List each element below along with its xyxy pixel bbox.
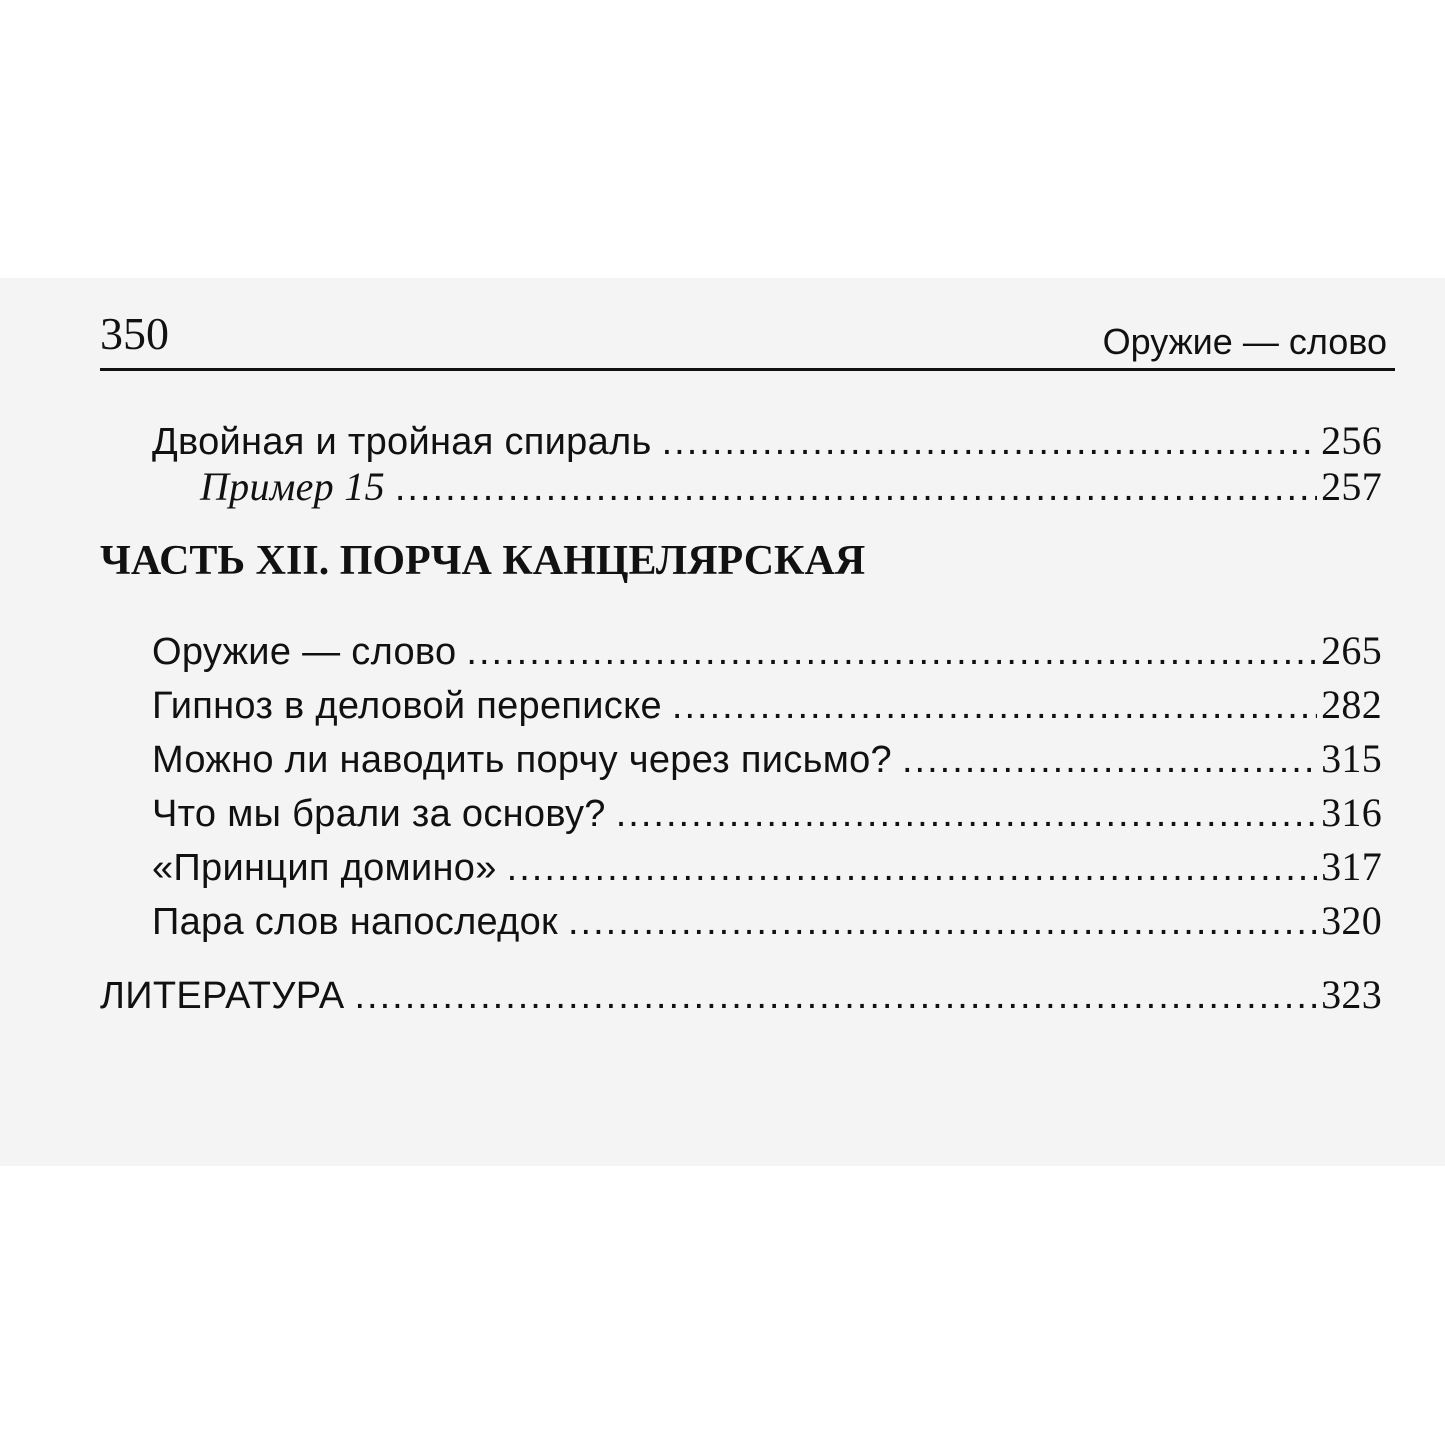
toc-entry-title: Пример 15 bbox=[200, 464, 385, 509]
toc-entry-literature bbox=[100, 970, 1382, 1021]
toc-entry-page: 323 bbox=[1321, 972, 1382, 1017]
toc-entry-title: ЛИТЕРАТУРА bbox=[100, 975, 345, 1017]
dot-leader bbox=[902, 735, 1317, 785]
dot-leader bbox=[395, 463, 1317, 513]
toc-entry bbox=[152, 896, 1382, 947]
toc-entry bbox=[152, 416, 1382, 467]
book-page bbox=[0, 278, 1445, 1166]
dot-leader bbox=[355, 971, 1318, 1021]
toc-entry-page: 265 bbox=[1321, 628, 1382, 673]
toc-entry bbox=[152, 734, 1382, 785]
toc-entry-title: Оружие — слово bbox=[152, 631, 457, 673]
part-heading: ЧАСТЬ XII. ПОРЧА КАНЦЕЛЯРСКАЯ bbox=[100, 538, 866, 584]
dot-leader bbox=[466, 627, 1317, 677]
toc-entry-title: Двойная и тройная спираль bbox=[152, 421, 652, 463]
toc-entry bbox=[200, 462, 1382, 513]
dot-leader bbox=[507, 843, 1317, 893]
toc-entry bbox=[152, 680, 1382, 731]
toc-entry-page: 257 bbox=[1321, 464, 1382, 509]
header-rule bbox=[100, 368, 1395, 371]
toc-entry-page: 282 bbox=[1321, 682, 1382, 727]
dot-leader bbox=[662, 417, 1318, 467]
toc-entry-title: Что мы брали за основу? bbox=[152, 793, 606, 835]
running-title: Оружие — слово bbox=[1102, 321, 1387, 362]
dot-leader bbox=[568, 897, 1317, 947]
page-header bbox=[100, 308, 1395, 370]
toc-entry-page: 256 bbox=[1321, 418, 1382, 463]
dot-leader bbox=[616, 789, 1317, 839]
toc-entry bbox=[152, 788, 1382, 839]
toc-entry-title: Можно ли наводить порчу через письмо? bbox=[152, 739, 892, 781]
toc-entry-page: 320 bbox=[1321, 898, 1382, 943]
toc-entry bbox=[152, 626, 1382, 677]
toc-entry-title: Пара слов напоследок bbox=[152, 901, 558, 943]
toc-entry-page: 317 bbox=[1321, 844, 1382, 889]
toc-entry bbox=[152, 842, 1382, 893]
toc-entry-page: 315 bbox=[1321, 736, 1382, 781]
page-number: 350 bbox=[100, 308, 169, 359]
dot-leader bbox=[672, 681, 1317, 731]
toc-entry-title: Гипноз в деловой переписке bbox=[152, 685, 662, 727]
toc-entry-page: 316 bbox=[1321, 790, 1382, 835]
toc-entry-title: «Принцип домино» bbox=[152, 847, 497, 889]
